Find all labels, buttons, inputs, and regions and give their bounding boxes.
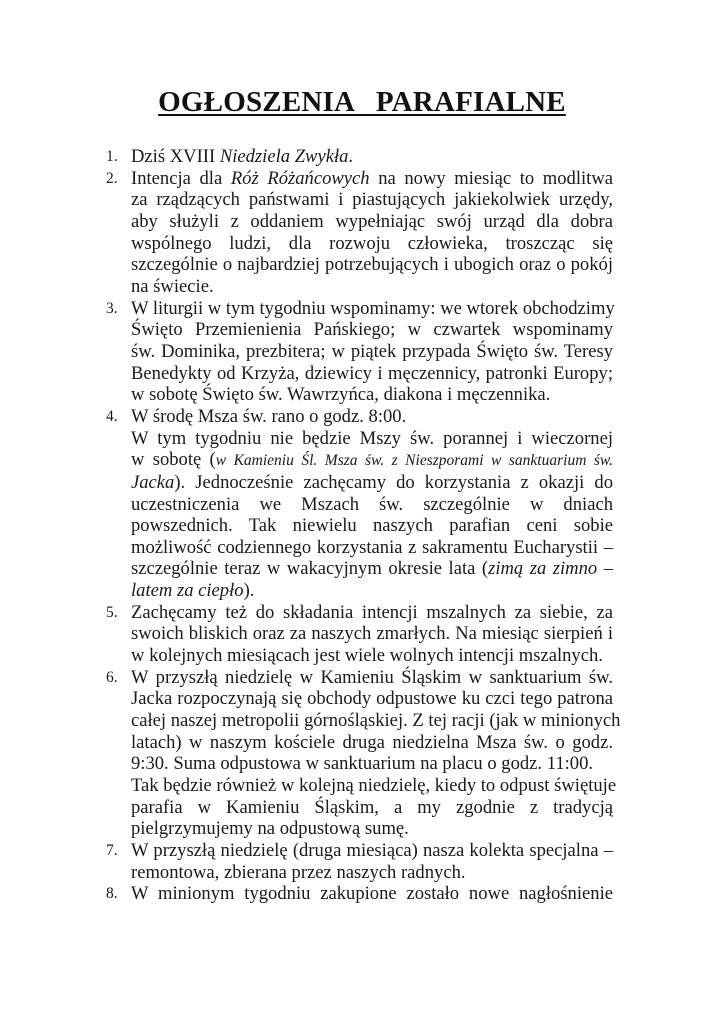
item-text-line	[131, 732, 613, 754]
text: w sobotę (	[131, 449, 216, 471]
italic-text: latem za ciepło	[131, 580, 244, 602]
text: możliwość codziennego korzystania z sakramentu Eucharystii –	[131, 536, 613, 558]
text: .	[348, 146, 354, 167]
announcement-item	[106, 168, 613, 298]
item-text-line	[131, 233, 613, 255]
text: szczególnie teraz w wakacyjnym okresie lata (	[131, 558, 489, 580]
item-text-line	[131, 319, 613, 341]
text: powszednich. Tak niewielu naszych parafian ceni sobie	[131, 515, 613, 537]
item-text-line	[131, 558, 613, 580]
text: szczególnie o najbardziej potrzebujących i ubogich oraz o pokój	[131, 254, 613, 276]
text: Tak będzie również w kolejną niedzielę, kiedy to odpust świętuje	[131, 775, 617, 797]
item-text-line	[131, 341, 613, 363]
item-text-line	[131, 254, 613, 276]
text: za rządzących państwami i piastujących jakiekolwiek urzędy,	[131, 189, 613, 211]
italic-text: w Kamieniu Śl. Msza św. z Nieszporami w sanktuarium św.	[215, 452, 613, 470]
item-number: 7.	[106, 842, 118, 859]
announcement-item	[106, 666, 621, 840]
announcement-item	[106, 406, 613, 602]
item-text-line	[131, 515, 613, 537]
italic-text: Jacka	[131, 471, 175, 493]
text: W środę Msza św. rano o godz. 8:00.	[131, 405, 407, 427]
item-text-line	[131, 580, 613, 602]
item-text-line	[131, 667, 613, 689]
text: W przyszłą niedzielę w Kamieniu Śląskim w sanktuarium św.	[131, 666, 613, 688]
text: Dziś XVIII	[131, 146, 220, 167]
item-text-line	[131, 384, 613, 406]
announcement-item	[106, 602, 613, 667]
text: Benedykty od Krzyża, dziewicy i męczennicy, patronki Europy;	[131, 362, 613, 384]
item-text-line	[131, 753, 613, 775]
item-number: 6.	[106, 668, 118, 686]
italic-text: Róż Różańcowych	[230, 167, 370, 189]
item-text-line	[131, 862, 613, 884]
item-text-line	[131, 775, 617, 797]
item-number: 1.	[106, 148, 118, 165]
item-text-line	[131, 298, 613, 320]
text: remontowa, zbierana przez naszych radnych.	[131, 861, 466, 883]
item-text-line	[131, 363, 613, 385]
item-number: 5.	[106, 603, 118, 621]
text: W tym tygodniu nie będzie Mszy św. porannej i wieczornej	[131, 427, 613, 449]
announcement-item	[106, 146, 613, 168]
text: uczestniczenia we Mszach św. szczególnie w dniach	[131, 493, 613, 515]
item-number: 2.	[106, 169, 118, 187]
announcement-item	[106, 883, 613, 905]
text: W liturgii w tym tygodniu wspominamy: we wtorek obchodzimy	[131, 297, 615, 319]
text: w kolejnych miesiącach jest wiele wolnych intencji mszalnych.	[131, 645, 603, 667]
text: na nowy miesiąc to modlitwa	[369, 167, 613, 189]
text: W przyszłą niedzielę (druga miesiąca) nasza kolekta specjalna –	[131, 840, 613, 861]
page-title: OGŁOSZENIA PARAFIALNE	[158, 86, 566, 118]
item-text-line	[131, 189, 613, 211]
text: wspólnego ludzi, dla rozwoju człowieka, troszcząc się	[131, 232, 613, 254]
item-text-line	[131, 688, 613, 710]
text: całej naszej metropolii górnośląskiej. Z tej racji (jak w minionych	[131, 710, 621, 732]
text: parafia w Kamieniu Śląskim, a my zgodnie z tradycją	[131, 796, 613, 818]
text: w sobotę Święto św. Wawrzyńca, diakona i męczennika.	[131, 384, 551, 406]
text: Jacka rozpoczynają się obchody odpustowe ku czci tego patrona	[131, 688, 613, 710]
item-number: 8.	[106, 885, 118, 903]
italic-text: zimą za zimno –	[488, 558, 613, 580]
item-text-line	[131, 406, 613, 428]
item-text-line	[131, 472, 613, 494]
item-text-line	[131, 602, 613, 624]
item-text-line	[131, 537, 613, 559]
text: latach) w naszym kościele druga niedzielna Msza św. o godz.	[131, 731, 613, 753]
item-text-line	[131, 883, 613, 905]
text: swoich bliskich oraz za naszych zmarłych. Na miesiąc sierpień i	[131, 623, 613, 645]
item-text-line	[131, 276, 613, 298]
text: Intencja dla	[131, 167, 231, 189]
text: aby służyli z oddaniem wypełniając swój urząd dla dobra	[131, 210, 613, 232]
text: 9:30. Suma odpustowa w sanktuarium na placu o godz. 11:00.	[131, 753, 594, 775]
text: na świecie.	[131, 275, 214, 297]
text: W minionym tygodniu zakupione zostało nowe nagłośnienie	[131, 883, 613, 905]
announcement-item	[106, 840, 613, 883]
item-text-line	[131, 623, 613, 645]
text: św. Dominika, prezbitera; w piątek przypada Święto św. Teresy	[131, 340, 613, 362]
item-number: 3.	[106, 299, 118, 317]
item-text-line	[131, 428, 613, 450]
text: pielgrzymujemy na odpustową sumę.	[131, 818, 409, 840]
item-text-line	[131, 710, 621, 732]
item-number: 4.	[106, 407, 118, 425]
item-text-line	[131, 168, 613, 190]
item-text-line	[131, 211, 613, 233]
announcement-item	[106, 298, 613, 406]
italic-text: Niedziela Zwykła	[219, 146, 349, 167]
item-text-line	[131, 840, 613, 862]
item-text-line	[131, 797, 613, 819]
item-text-line	[131, 449, 613, 472]
item-text-line	[131, 494, 613, 516]
text: Święto Przemienienia Pańskiego; w czwartek wspominamy	[131, 319, 613, 341]
item-text-line	[131, 645, 613, 667]
item-text-line	[131, 818, 613, 840]
announcements-list	[106, 146, 621, 905]
text: ). Jednocześnie zachęcamy do korzystania z okazji do	[174, 471, 613, 493]
item-text-line	[131, 146, 613, 168]
text: ).	[243, 580, 255, 602]
text: Zachęcamy też do składania intencji mszalnych za siebie, za	[131, 601, 613, 623]
